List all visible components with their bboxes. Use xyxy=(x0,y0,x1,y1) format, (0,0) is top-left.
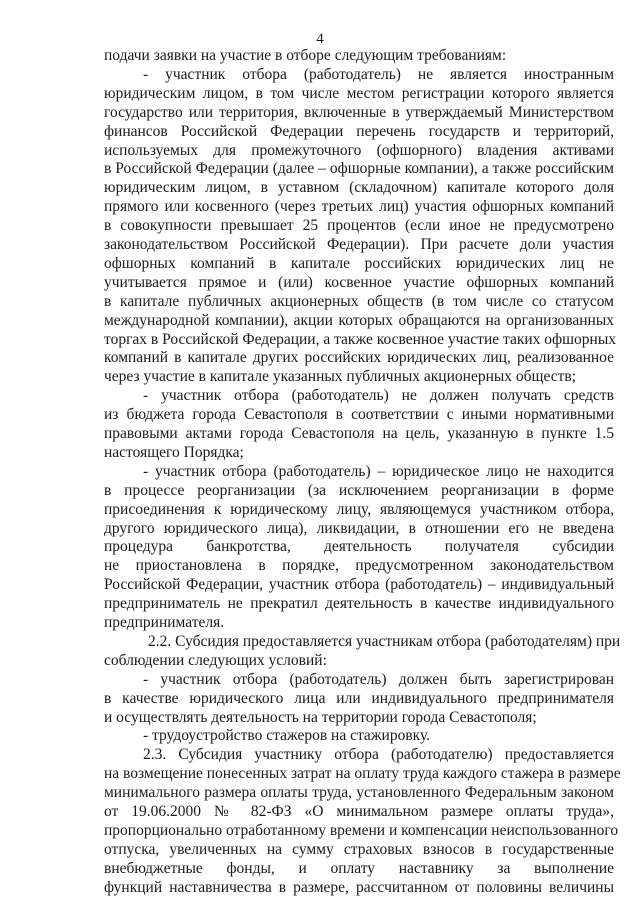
text-line: прямого или косвенного (через третьих лиц) участия офшорных компаний xyxy=(104,198,614,216)
text-line: - участник отбора (работодатель) должен быть зарегистрирован xyxy=(143,670,614,688)
text-line: присоединения к юридическому лицу, являющемуся участником отбора, xyxy=(104,500,614,518)
text-line: Российской Федерации, участник отбора (работодатель) – индивидуальный xyxy=(104,576,614,594)
page-number: 4 xyxy=(316,31,324,47)
text-line: торгах в Российской Федерации, а также косвенное участие таких офшорных xyxy=(104,330,616,348)
text-line: соблюдении следующих условий: xyxy=(104,651,327,669)
text-line: в капитале публичных акционерных обществ (в том числе со статусом xyxy=(104,292,614,310)
text-line: законодательством Российской Федерации). При расчете доли участия xyxy=(104,236,614,253)
text-line: в качестве юридического лица или индивидуального предпринимателя xyxy=(104,689,614,707)
text-line: офшорных компаний в капитале российских юридических лиц не xyxy=(104,254,614,272)
text-line: - трудоустройство стажеров на стажировку. xyxy=(143,727,431,745)
text-line: 2.3. Субсидия участнику отбора (работодателю) предоставляется xyxy=(143,746,614,764)
text-line: настоящего Порядка; xyxy=(104,443,244,461)
text-line: не приостановлена в порядке, предусмотренном законодательством xyxy=(104,557,614,575)
text-line: минимального размера оплаты труда, установленного Федеральным законом xyxy=(104,784,614,802)
text-line: предпринимателя. xyxy=(104,614,225,631)
text-line: используемых для промежуточного (офшорного) владения активами xyxy=(104,141,614,159)
text-line: пропорционально отработанному времени и компенсации неиспользованного xyxy=(104,821,619,839)
text-line: юридическим лицом, в уставном (складочном) капитале которого доля xyxy=(104,179,614,197)
text-line: - участник отбора (работодатель) не является иностранным xyxy=(143,65,614,83)
text-line: учитывается прямое и (или) косвенное участие офшорных компаний xyxy=(104,273,614,291)
text-line: через участие в капитале указанных публичных акционерных обществ; xyxy=(104,368,577,386)
text-line: в процессе реорганизации (за исключением реорганизации в форме xyxy=(104,481,614,499)
text-line: предприниматель не прекратил деятельность в качестве индивидуального xyxy=(104,595,614,613)
text-line: компаний в капитале других российских юридических лиц, реализованное xyxy=(104,349,614,367)
text-line: функций наставничества в размере, рассчитанном от половины величины xyxy=(104,878,614,896)
text-line: юридическим лицом, в том числе местом регистрации которого является xyxy=(104,84,614,102)
text-line: от 19.06.2000 № 82-ФЗ «О минимальном размере оплаты труда», xyxy=(104,803,614,820)
text-line: - участник отбора (работодатель) – юридическое лицо не находится xyxy=(143,462,614,480)
text-line: другого юридического лица), ликвидации, в отношении его не введена xyxy=(104,519,614,537)
text-line: процедура банкротства, деятельность получателя субсидии xyxy=(104,538,614,556)
text-line: международной компании), акции которых обращаются на организованных xyxy=(104,311,614,329)
text-line: из бюджета города Севастополя в соответствии с иными нормативными xyxy=(104,406,614,424)
text-line: внебюджетные фонды, и оплату наставнику за выполнение xyxy=(104,859,614,877)
text-line: - участник отбора (работодатель) не должен получать средств xyxy=(143,387,614,405)
text-line: на возмещение понесенных затрат на оплату труда каждого стажера в размере xyxy=(104,765,621,783)
text-line: подачи заявки на участие в отборе следующим требованиям: xyxy=(104,47,507,64)
text-line: в совокупности превышает 25 процентов (если иное не предусмотрено xyxy=(104,217,614,235)
text-line: финансов Российской Федерации перечень государств и территорий, xyxy=(104,122,614,140)
text-line: правовыми актами города Севастополя на цель, указанную в пункте 1.5 xyxy=(104,425,614,442)
text-line: и осуществлять деятельность на территории города Севастополя; xyxy=(104,708,537,726)
text-line: государство или территория, включенные в утверждаемый Министерством xyxy=(104,103,614,121)
text-line: в Российской Федерации (далее – офшорные компании), а также российским xyxy=(104,160,614,178)
text-line: 2.2. Субсидия предоставляется участникам отбора (работодателям) при xyxy=(148,632,621,650)
text-line: отпуска, увеличенных на сумму страховых взносов в государственные xyxy=(104,840,614,858)
